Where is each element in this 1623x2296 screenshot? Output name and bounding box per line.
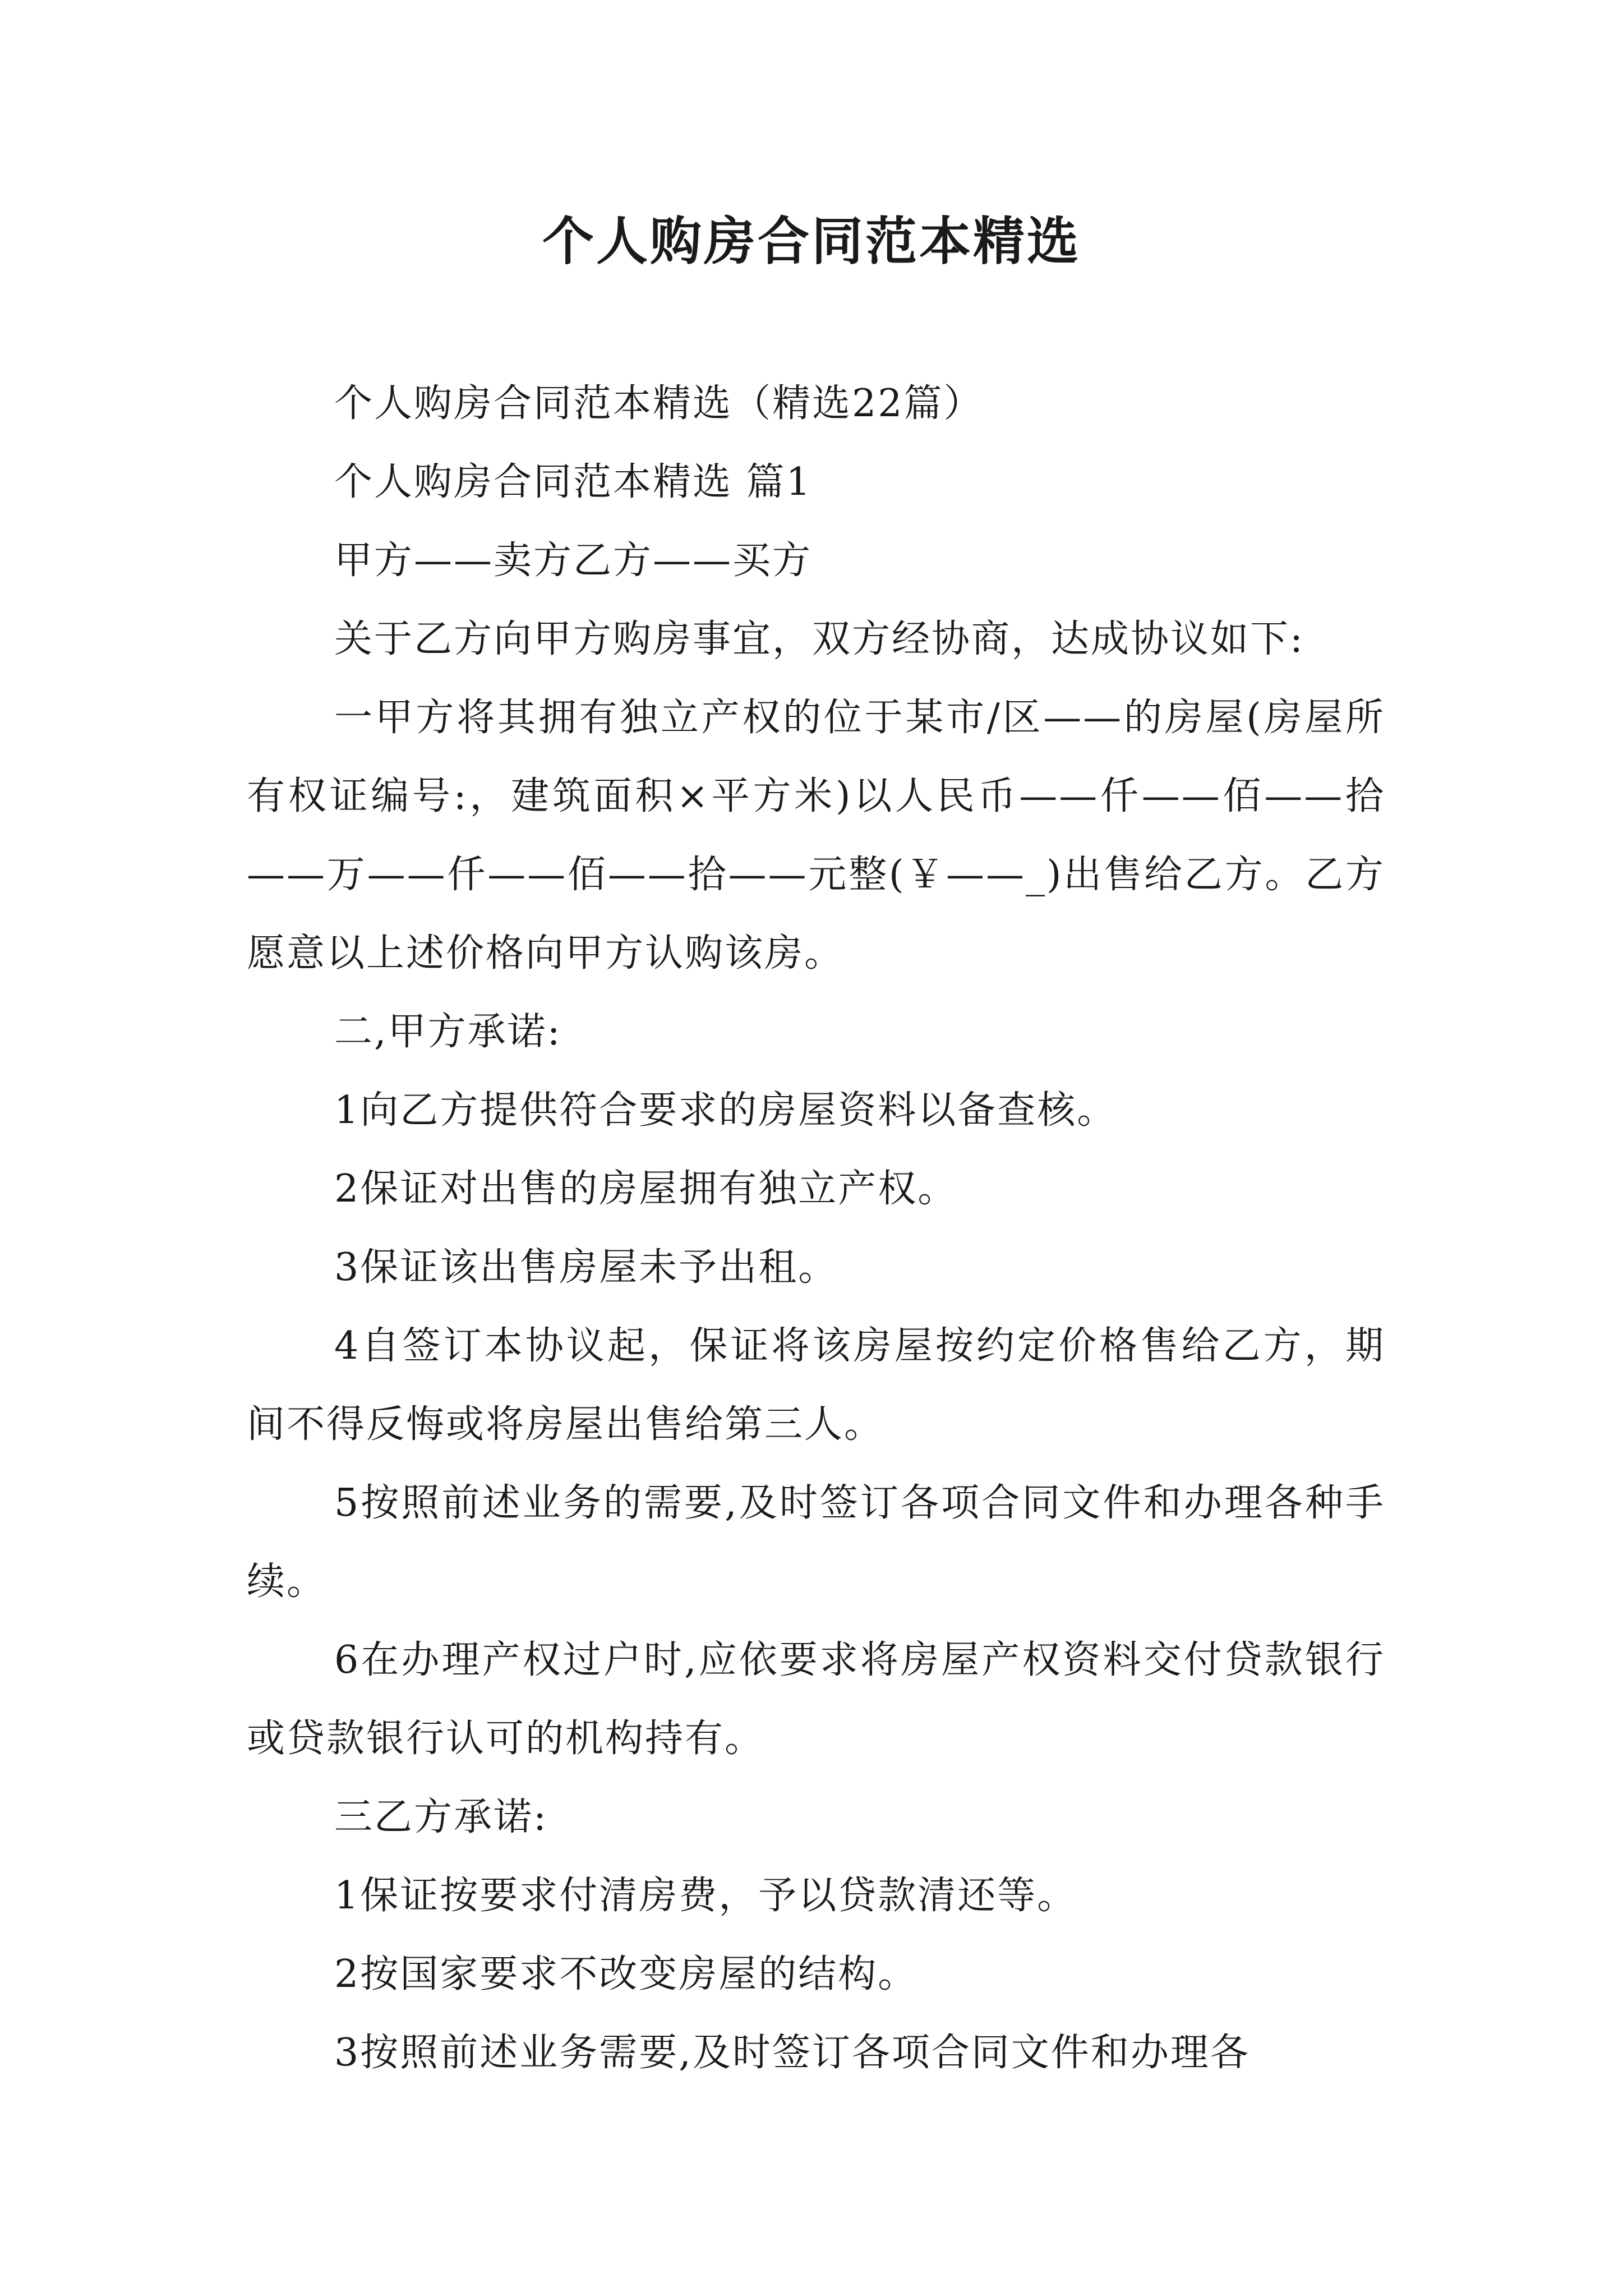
paragraph-item: 1保证按要求付清房费，予以贷款清还等。 — [334, 1874, 1077, 1918]
paragraph-intro: 关于乙方向甲方购房事宜，双方经协商，达成协议如下: — [334, 617, 1304, 661]
paragraph-item: 2按国家要求不改变房屋的结构。 — [334, 1952, 918, 1996]
paragraph-item: 3按照前述业务需要,及时签订各项合同文件和办理各 — [334, 2031, 1250, 2075]
paragraph-item: 1向乙方提供符合要求的房屋资料以备查核。 — [334, 1088, 1117, 1133]
paragraph-item: 3保证该出售房屋未予出租。 — [334, 1245, 838, 1290]
paragraph-item: 2保证对出售的房屋拥有独立产权。 — [334, 1167, 958, 1211]
document-body — [247, 365, 1385, 2092]
paragraph-item: 6在办理产权过户时,应依要求将房屋产权资料交付贷款银行或贷款银行认可的机构持有。 — [247, 1638, 1385, 1761]
paragraph-parties: 甲方——卖方乙方——买方 — [334, 539, 813, 583]
paragraph-clause-3-heading: 三乙方承诺: — [334, 1795, 548, 1839]
document-title: 个人购房合同范本精选 — [542, 211, 1081, 272]
paragraph-subtitle: 个人购房合同范本精选（精选22篇） — [334, 381, 984, 426]
paragraph-item: 5按照前述业务的需要,及时签订各项合同文件和办理各种手续。 — [247, 1481, 1385, 1604]
paragraph-item: 4自签订本协议起，保证将该房屋按约定价格售给乙方，期间不得反悔或将房屋出售给第三人。 — [247, 1324, 1385, 1447]
paragraph-clause-1: 一甲方将其拥有独立产权的位于某市/区——的房屋(房屋所有权证编号:，建筑面积×平方米)以人民币——仟——佰——拾——万——仟——佰——拾——元整(￥——_)出售给乙方。乙方愿意以上述价格向甲方认购该房。 — [247, 696, 1385, 976]
paragraph-section-heading: 个人购房合同范本精选 篇1 — [334, 460, 812, 504]
paragraph-clause-2-heading: 二,甲方承诺: — [334, 1010, 562, 1054]
